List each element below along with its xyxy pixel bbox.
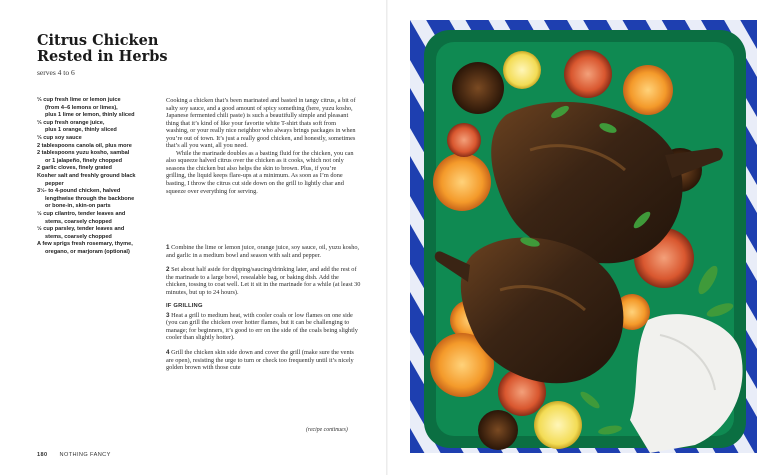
method-step bbox=[166, 266, 361, 296]
ingredient-continuation: or 1 jalapeño, finely chopped bbox=[45, 157, 123, 164]
ingredient-item bbox=[37, 165, 157, 173]
recipe-continues-note: (recipe continues) bbox=[306, 427, 348, 433]
method-subheading: IF GRILLING bbox=[166, 303, 203, 310]
step-text: Set about half aside for dipping/saucing/drinking later, and add the rest of the marinade to a large bowl, resealable bag, or baking dish. Add the chicken, tossing to coat well. Let it sit in the marinade for a while (at least 30 minutes, but up to 24 hours). bbox=[166, 266, 361, 296]
ingredient-continuation: lengthwise through the backbone bbox=[45, 195, 135, 202]
ingredient-list bbox=[37, 97, 157, 256]
ingredient-text: Kosher salt and freshly ground black bbox=[37, 172, 136, 179]
step-text: Combine the lime or lemon juice, orange juice, soy sauce, oil, yuzu kosho, and garlic in a medium bowl and season with salt and pepper. bbox=[166, 244, 360, 259]
book-title: NOTHING FANCY bbox=[59, 452, 111, 458]
ingredient-text: 2 tablespoons canola oil, plus more bbox=[37, 142, 132, 149]
ingredient-text: A few sprigs fresh rosemary, thyme, bbox=[37, 241, 133, 248]
ingredient-item bbox=[37, 97, 157, 120]
right-page bbox=[388, 0, 760, 475]
ingredient-item bbox=[37, 143, 157, 151]
ingredient-continuation: stems, coarsely chopped bbox=[45, 218, 112, 225]
method-steps bbox=[166, 244, 361, 379]
step-text: Heat a grill to medium heat, with cooler coals or low flames on one side (you can grill the chicken over hotter flames, but it can be challenging to manage; for beginners, it’s good to err on the side of the coals being slightly cooler than slightly hotter). bbox=[166, 311, 358, 342]
ingredient-text: ⅓ cup fresh orange juice, bbox=[37, 119, 105, 126]
chicken-tray-illustration bbox=[410, 20, 757, 453]
method-step bbox=[166, 244, 361, 259]
method-step bbox=[166, 312, 361, 342]
recipe-title-line-1: Citrus Chicken bbox=[37, 32, 159, 49]
ingredient-text: ½ cup parsley, tender leaves and bbox=[37, 226, 125, 233]
step-number: 1 bbox=[166, 244, 170, 251]
ingredient-item bbox=[37, 226, 157, 241]
ingredient-text: 2 tablespoons yuzu kosho, sambal bbox=[37, 150, 130, 157]
ingredient-continuation: oregano, or marjoram (optional) bbox=[45, 248, 130, 255]
ingredient-text: ½ cup cilantro, tender leaves and bbox=[37, 210, 126, 217]
ingredient-text: ⅓ cup fresh lime or lemon juice bbox=[37, 97, 121, 103]
ingredient-item bbox=[37, 188, 157, 211]
ingredient-continuation: plus 1 orange, thinly sliced bbox=[45, 127, 117, 134]
method-step bbox=[166, 349, 361, 372]
intro-paragraph-2: While the marinade doubles as a basting fluid for the chicken, you can also squeeze halved citrus over the chicken as it cooks, which not only seasons the chicken but also helps the skin to brown. Plus, if you’re grilling, the liquid keeps flare-ups at a minimum. As soon as I’m done basting, I throw the citrus cut side down on the grill to lightly char and squeeze over everything for serving. bbox=[166, 149, 354, 195]
ingredient-continuation: stems, coarsely chopped bbox=[45, 233, 112, 240]
step-text: Grill the chicken skin side down and cover the grill (make sure the vents are open), resisting the urge to turn or check too frequently until it’s nicely golden brown with those cute bbox=[166, 349, 354, 372]
recipe-photo bbox=[410, 20, 757, 453]
step-number: 2 bbox=[166, 266, 170, 274]
intro-paragraph-1: Cooking a chicken that’s been marinated and basted in tangy citrus, a bit of salty soy sauce, and a good amount of spicy something (here, yuzu kosho, Japanese fermented chili paste) is such a beautifully simple and pleasant thing that it’s kind of like your favorite white T-shirt thats soft from washing, or your really nice neighbor who always brings packages in when you’re out of town. It’s just a really good chicken, and honestly, sometimes that’s all you want, all you need. bbox=[166, 97, 356, 150]
recipe-intro bbox=[166, 97, 356, 195]
ingredient-item bbox=[37, 120, 157, 135]
ingredient-continuation: (from 4–6 lemons or limes), bbox=[45, 104, 118, 111]
ingredient-text: ⅓ cup soy sauce bbox=[37, 134, 82, 141]
page-number: 180 bbox=[37, 452, 48, 458]
ingredient-text: 2 garlic cloves, finely grated bbox=[37, 165, 112, 172]
step-number: 3 bbox=[166, 311, 170, 319]
ingredient-continuation: pepper bbox=[45, 180, 64, 187]
ingredient-text: 3½- to 4-pound chicken, halved bbox=[37, 188, 121, 195]
ingredient-continuation: plus 1 lime or lemon, thinly sliced bbox=[45, 112, 135, 119]
ingredient-item bbox=[37, 241, 157, 256]
page-footer bbox=[37, 452, 111, 458]
ingredient-continuation: or bone-in, skin-on parts bbox=[45, 203, 111, 210]
ingredient-item bbox=[37, 150, 157, 165]
serving-size: serves 4 to 6 bbox=[37, 68, 75, 77]
step-number: 4 bbox=[166, 349, 170, 357]
recipe-title bbox=[37, 33, 187, 65]
ingredient-item bbox=[37, 211, 157, 226]
recipe-title-line-2: Rested in Herbs bbox=[37, 48, 168, 65]
ingredient-item bbox=[37, 135, 157, 143]
ingredient-item bbox=[37, 173, 157, 188]
